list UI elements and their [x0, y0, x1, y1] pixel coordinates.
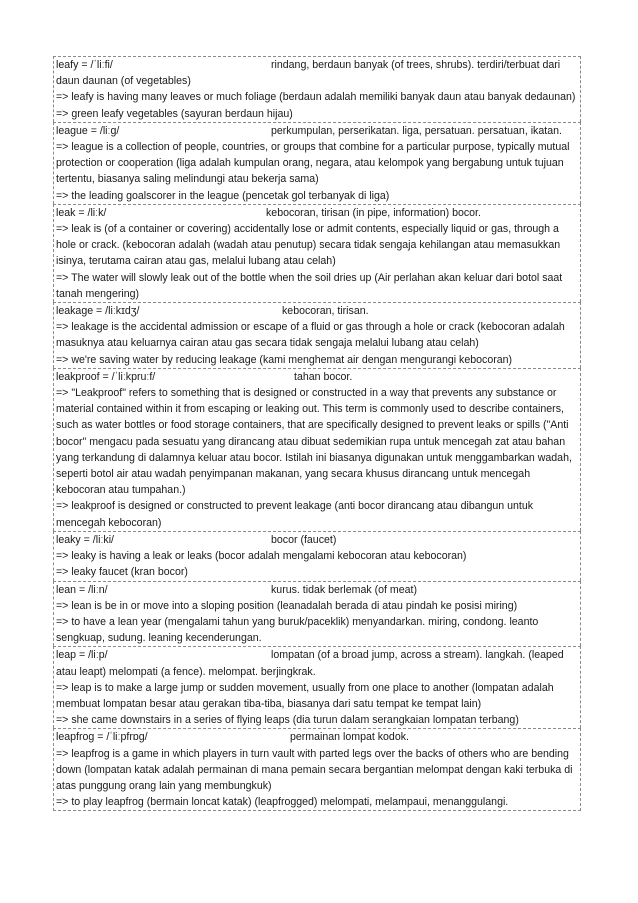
entry-example: => to have a lean year (mengalami tahun yang buruk/paceklik) menyandarkan. miring, condong. leanto sengkuap, sudung. leaning kecenderungan. [56, 615, 539, 645]
dictionary-entry [53, 581, 581, 647]
entry-translation: kebocoran, tirisan. [282, 305, 369, 318]
entry-definition: => "Leakproof" refers to something that is designed or constructed in a way that prevents any substance or material contained within it from escaping or leaking out. This term is commonly used to describe containers, such as water bottles or food storage containers, that are specifically designed to prevent leaks or spills ("Anti bocor" mengacu pada sesuatu yang dirancang atau dibuat sedemikian rupa untuk mencegah zat atau bahan yang terkandung di dalamnya keluar atau bocor. Istilah ini biasanya digunakan untuk menggambarkan wadah, seperti botol air atau wadah penyimpanan makanan, yang secara khusus dirancang untuk mencegah kebocoran atau tumpahan.) [56, 387, 572, 497]
entry-headline [56, 582, 578, 598]
entry-example: => to play leapfrog (bermain loncat katak) (leapfrogged) melompati, melampaui, menanggulangi. [56, 796, 509, 809]
dictionary-entry [53, 368, 581, 531]
dictionary-entry [53, 204, 581, 302]
entry-headline [56, 303, 578, 319]
entry-headline [56, 205, 578, 221]
dictionary-entry [53, 56, 581, 122]
entry-example: => green leafy vegetables (sayuran berdaun hijau) [56, 107, 293, 120]
entry-headline [56, 57, 578, 89]
entry-definition: => leak is (of a container or covering) accidentally lose or admit contents, especially liquid or gas, through a hole or crack. (kebocoran adalah (wadah atau penutup) secara tidak sengaja kehilangan atau memasukkan isinya, terutama cairan atau gas, melalui lubang atau celah) [56, 223, 561, 268]
entry-word: leap = /liːp/ [56, 649, 108, 662]
entry-example: => leakproof is designed or constructed to prevent leakage (anti bocor dirancang atau dibangun untuk mencegah kebocoran) [56, 500, 534, 529]
entry-headline [56, 729, 578, 745]
entry-headline [56, 647, 578, 679]
entry-headline [56, 123, 578, 139]
entry-translation: tahan bocor. [294, 370, 353, 383]
dictionary-entry [53, 302, 581, 368]
entry-translation: perkumpulan, perserikatan. liga, persatuan. persatuan, ikatan. [271, 124, 562, 137]
entry-translation: rindang, berdaun banyak (of trees, shrubs). terdiri/terbuat dari daun daunan (of vegetables) [56, 59, 561, 88]
entry-headline [56, 369, 578, 385]
entry-translation: bocor (faucet) [271, 533, 337, 546]
entry-example: => leaky faucet (kran bocor) [56, 566, 188, 579]
dictionary-entry [53, 646, 581, 728]
entry-definition: => league is a collection of people, countries, or groups that combine for a particular purpose, typically mutual protection or cooperation (liga adalah kumpulan orang, negara, atau kelompok yang bergabung untuk tujuan tertentu, biasanya saling melindungi atau bekerja sama) [56, 141, 570, 186]
entry-example: => she came downstairs in a series of flying leaps (dia turun dalam serangkaian lompatan terbang) [56, 714, 519, 727]
entry-definition: => leapfrog is a game in which players in turn vault with parted legs over the backs of others who are bending down (lompatan katak adalah permainan di mana pemain secara bergantian melompat dengan kaki terbuka di atas punggung orang lain yang membungkuk) [56, 747, 573, 792]
entry-definition: => leaky is having a leak or leaks (bocor adalah mengalami kebocoran atau kebocoran) [56, 550, 467, 563]
entry-word: leafy = /ˈliːfi/ [56, 59, 113, 71]
entry-translation: kurus. tidak berlemak (of meat) [271, 583, 418, 596]
entry-translation: permainan lompat kodok. [290, 731, 409, 744]
entry-definition: => leap is to make a large jump or sudden movement, usually from one place to another (lompatan adalah membuat lompatan besar atau gerakan tiba-tiba, biasanya dari satu tempat ke tempat lain) [56, 681, 554, 710]
entry-word: leakproof = /ˈliːkpruːf/ [56, 370, 156, 383]
entry-translation: kebocoran, tirisan (in pipe, information) bocor. [266, 206, 481, 219]
entry-example: => The water will slowly leak out of the bottle when the soil dries up (Air perlahan akan keluar dari botol saat tanah mengering) [56, 271, 563, 300]
entry-example: => the leading goalscorer in the league (pencetak gol terbanyak di liga) [56, 189, 390, 202]
dictionary-entry [53, 531, 581, 581]
dictionary-entry [53, 122, 581, 204]
entry-word: leaky = /liːki/ [56, 533, 114, 546]
entry-word: league = /liːɡ/ [56, 124, 120, 137]
entry-word: leakage = /liːkɪdʒ/ [56, 305, 140, 318]
entry-translation: lompatan (of a broad jump, across a stream). langkah. (leaped atau leapt) melompati (a fence). melompat. berjingkrak. [56, 649, 564, 678]
dictionary-entry [53, 728, 581, 811]
entry-definition: => lean is be in or move into a sloping position (leanadalah berada di atau pindah ke posisi miring) [56, 599, 518, 612]
entry-definition: => leafy is having many leaves or much foliage (berdaun adalah memiliki banyak daun atau banyak dedaunan) [56, 91, 576, 104]
dictionary-sheet [53, 56, 581, 811]
entry-word: leapfrog = /ˈliːpfrɒɡ/ [56, 731, 148, 744]
entry-example: => we're saving water by reducing leakage (kami menghemat air dengan mengurangi kebocoran) [56, 353, 513, 366]
entry-headline [56, 532, 578, 548]
entry-word: leak = /liːk/ [56, 206, 107, 219]
entry-word: lean = /liːn/ [56, 583, 108, 596]
entry-definition: => leakage is the accidental admission or escape of a fluid or gas through a hole or crack (kebocoran adalah masuknya atau keluarnya cairan atau gas secara tidak sengaja melalui lubang atau celah) [56, 321, 565, 350]
